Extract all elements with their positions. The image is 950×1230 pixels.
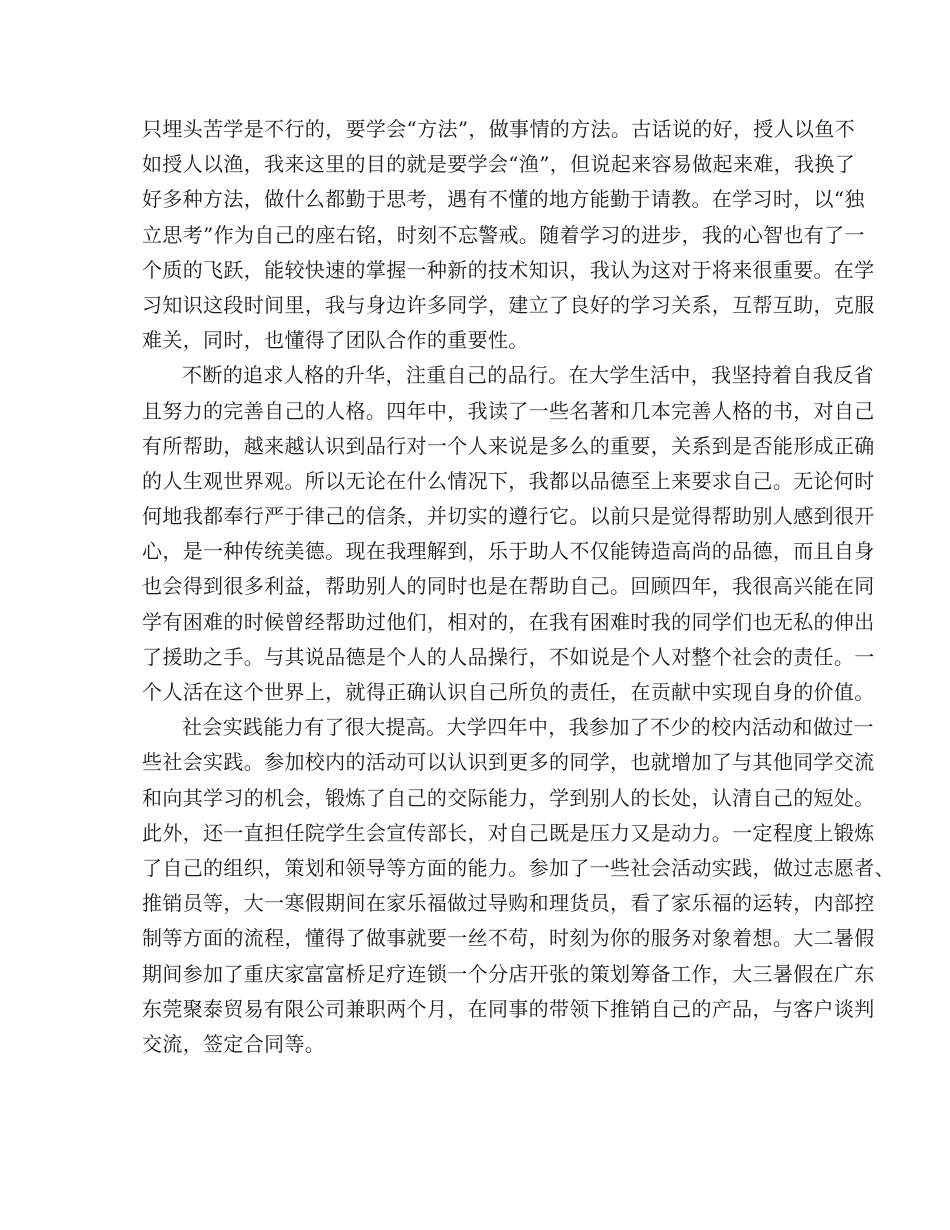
- text-line: 交流，签定合同等。: [142, 1031, 326, 1056]
- text-line: 且努力的完善自己的人格。四年中，我读了一些名著和几本完善人格的书，对自己: [142, 398, 875, 423]
- text-line: 个质的飞跃，能较快速的掌握一种新的技术知识，我认为这对于将来很重要。在学: [142, 257, 875, 282]
- text-line: 不断的追求人格的升华，注重自己的品行。在大学生活中，我坚持着自我反省: [182, 363, 874, 388]
- text-line: 期间参加了重庆家富富桥足疗连锁一个分店开张的策划筹备工作，大三暑假在广东: [142, 961, 875, 986]
- text-line: 的人生观世界观。所以无论在什么情况下，我都以品德至上来要求自己。无论何时: [142, 468, 875, 493]
- text-line: 此外，还一直担任院学生会宣传部长，对自己既是压力又是动力。一定程度上锻炼: [142, 820, 875, 845]
- text-line: 些社会实践。参加校内的活动可以认识到更多的同学，也就增加了与其他同学交流: [142, 750, 875, 775]
- text-line: 推销员等，大一寒假期间在家乐福做过导购和理货员，看了家乐福的运转，内部控: [142, 891, 875, 916]
- text-line: 只埋头苦学是不行的，要学会“方法”，做事情的方法。古话说的好，授人以鱼不: [142, 117, 856, 141]
- text-line: 东莞聚泰贸易有限公司兼职两个月，在同事的带领下推销自己的产品，与客户谈判: [142, 996, 875, 1021]
- text-line: 了援助之手。与其说品德是个人的人品操行，不如说是个人对整个社会的责任。一: [142, 644, 875, 669]
- text-line: 了自己的组织，策划和领导等方面的能力。参加了一些社会活动实践，做过志愿者、: [142, 855, 895, 880]
- body-text: [142, 112, 895, 1062]
- text-line: 和向其学习的机会，锻炼了自己的交际能力，学到别人的长处，认清自己的短处。: [142, 785, 875, 810]
- text-line: 也会得到很多利益，帮助别人的同时也是在帮助自己。回顾四年，我很高兴能在同: [142, 574, 875, 599]
- paragraph-2: [142, 358, 875, 710]
- text-line: 如授人以渔，我来这里的目的就是要学会“渔”，但说起来容易做起来难，我换了: [142, 152, 856, 177]
- text-line: 个人活在这个世界上，就得正确认识自己所负的责任，在贡献中实现自身的价值。: [142, 680, 875, 704]
- text-line: 心，是一种传统美德。现在我理解到，乐于助人不仅能铸造高尚的品德，而且自身: [142, 539, 875, 564]
- text-line: 学有困难的时候曾经帮助过他们，相对的，在我有困难时我的同学们也无私的伸出: [142, 609, 875, 634]
- text-line: 难关，同时，也懂得了团队合作的重要性。: [142, 328, 529, 353]
- text-line: 习知识这段时间里，我与身边许多同学，建立了良好的学习关系，互帮互助，克服: [142, 292, 875, 317]
- text-line: 何地我都奉行严于律己的信条，并切实的遵行它。以前只是觉得帮助别人感到很开: [142, 504, 875, 529]
- paragraph-3: [142, 710, 895, 1062]
- paragraph-1: [142, 112, 875, 358]
- text-line: 社会实践能力有了很大提高。大学四年中，我参加了不少的校内活动和做过一: [182, 715, 874, 740]
- text-line: 立思考”作为自己的座右铭，时刻不忘警戒。随着学习的进步，我的心智也有了一: [142, 222, 865, 247]
- text-line: 有所帮助，越来越认识到品行对一个人来说是多么的重要，关系到是否能形成正确: [142, 433, 875, 458]
- text-line: 制等方面的流程，懂得了做事就要一丝不苟，时刻为你的服务对象着想。大二暑假: [142, 926, 875, 951]
- text-line: 好多种方法，做什么都勤于思考，遇有不懂的地方能勤于请教。在学习时，以“独: [142, 187, 865, 212]
